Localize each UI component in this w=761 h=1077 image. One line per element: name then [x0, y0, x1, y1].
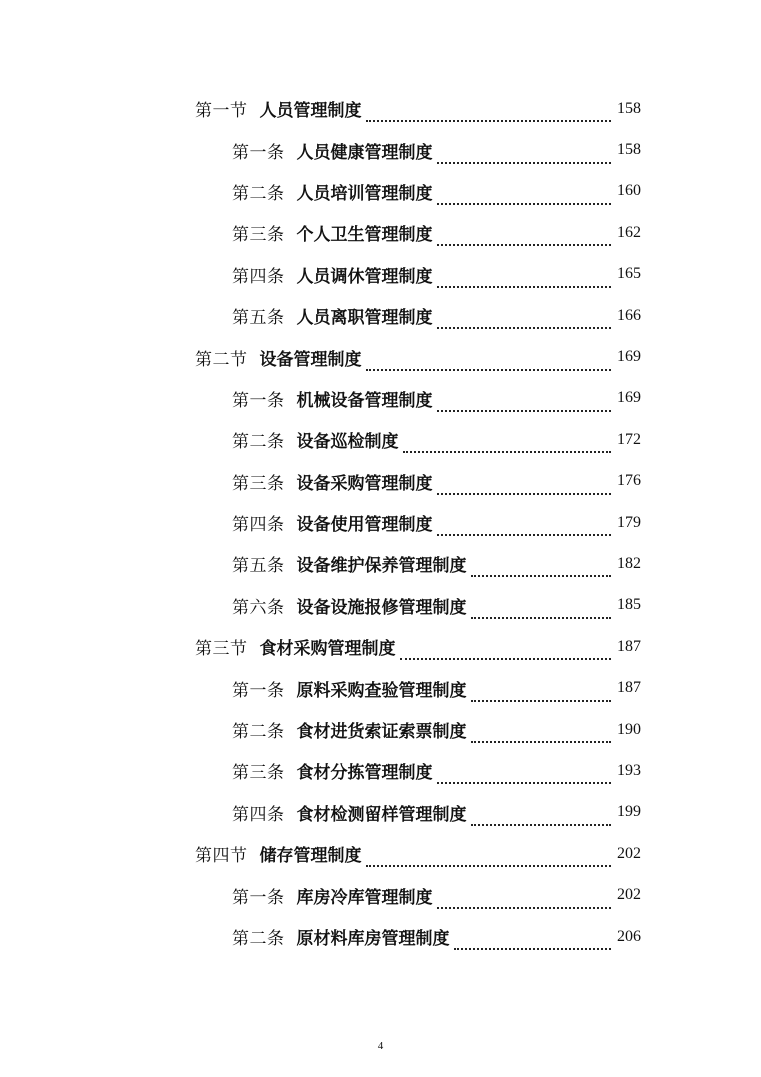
entry-page-number: 182 — [617, 554, 641, 572]
entry-title: 设备设施报修管理制度 — [296, 597, 467, 618]
toc-article-entry — [0, 667, 761, 708]
toc-article-entry — [0, 916, 761, 957]
entry-number: 第二条 — [232, 432, 285, 453]
dot-leader — [400, 641, 612, 660]
entry-number: 第二条 — [232, 183, 285, 204]
entry-number: 第一节 — [195, 101, 248, 122]
entry-number: 第三条 — [232, 473, 285, 494]
entry-title: 人员管理制度 — [259, 101, 362, 122]
entry-number: 第四条 — [232, 515, 285, 536]
toc-article-entry — [0, 212, 761, 253]
entry-page-number: 162 — [617, 223, 641, 241]
dot-leader — [366, 103, 612, 122]
entry-title: 设备巡检制度 — [296, 432, 399, 453]
dot-leader — [471, 724, 612, 743]
dot-leader — [366, 352, 612, 371]
toc-article-entry — [0, 254, 761, 295]
entry-title: 人员健康管理制度 — [296, 142, 433, 163]
entry-page-number: 176 — [617, 472, 641, 490]
entry-number: 第五条 — [232, 556, 285, 577]
entry-title: 原材料库房管理制度 — [296, 929, 450, 949]
dot-leader — [471, 807, 612, 826]
toc-article-entry — [0, 709, 761, 750]
entry-number: 第四条 — [232, 804, 285, 825]
dot-leader — [437, 145, 612, 164]
entry-page-number: 193 — [617, 761, 641, 779]
dot-leader — [437, 310, 612, 329]
entry-page-number: 160 — [617, 182, 641, 200]
toc-article-entry — [0, 461, 761, 502]
entry-page-number: 190 — [617, 720, 641, 738]
dot-leader — [403, 434, 612, 453]
page-number: 4 — [377, 1040, 384, 1052]
entry-title: 个人卫生管理制度 — [296, 225, 433, 246]
toc-article-entry — [0, 295, 761, 336]
entry-number: 第四条 — [232, 266, 285, 287]
toc-section-entry — [0, 88, 761, 129]
toc-section-entry — [0, 833, 761, 874]
toc-article-entry — [0, 378, 761, 419]
entry-number: 第一条 — [232, 390, 285, 411]
entry-title: 食材分拣管理制度 — [296, 763, 433, 784]
entry-number: 第三节 — [195, 639, 248, 660]
entry-title: 食材检测留样管理制度 — [296, 804, 467, 825]
dot-leader — [471, 683, 612, 702]
dot-leader — [437, 227, 612, 246]
dot-leader — [471, 558, 612, 577]
entry-title: 设备维护保养管理制度 — [296, 556, 467, 577]
entry-number: 第一条 — [232, 887, 285, 908]
dot-leader — [437, 765, 612, 784]
dot-leader — [366, 848, 612, 867]
dot-leader — [437, 269, 612, 288]
entry-title: 人员调休管理制度 — [296, 266, 433, 287]
entry-page-number: 179 — [617, 513, 641, 531]
entry-page-number: 169 — [617, 389, 641, 407]
entry-number: 第一条 — [232, 142, 285, 163]
entry-number: 第四节 — [195, 846, 248, 867]
dot-leader — [437, 517, 612, 536]
table-of-contents — [0, 88, 761, 957]
entry-page-number: 206 — [617, 927, 641, 945]
toc-section-entry — [0, 336, 761, 377]
entry-page-number: 169 — [617, 348, 641, 366]
dot-leader — [437, 476, 612, 495]
entry-page-number: 172 — [617, 430, 641, 448]
entry-title: 食材采购管理制度 — [259, 639, 396, 660]
dot-leader — [437, 393, 612, 412]
entry-page-number: 185 — [617, 596, 641, 614]
toc-article-entry — [0, 543, 761, 584]
toc-article-entry — [0, 129, 761, 170]
entry-title: 机械设备管理制度 — [296, 390, 433, 411]
entry-title: 库房冷库管理制度 — [296, 887, 433, 908]
toc-article-entry — [0, 792, 761, 833]
entry-number: 第三条 — [232, 763, 285, 784]
toc-article-entry — [0, 171, 761, 212]
entry-title: 人员离职管理制度 — [296, 308, 433, 329]
entry-page-number: 158 — [617, 99, 641, 117]
entry-number: 第三条 — [232, 225, 285, 246]
entry-number: 第一条 — [232, 680, 285, 701]
entry-page-number: 187 — [617, 637, 641, 655]
entry-title: 食材进货索证索票制度 — [296, 722, 467, 743]
entry-number: 第二节 — [195, 349, 248, 370]
entry-page-number: 165 — [617, 265, 641, 283]
toc-section-entry — [0, 626, 761, 667]
entry-page-number: 187 — [617, 679, 641, 697]
entry-page-number: 166 — [617, 306, 641, 324]
entry-title: 设备采购管理制度 — [296, 473, 433, 494]
entry-number: 第六条 — [232, 597, 285, 618]
entry-title: 原料采购查验管理制度 — [296, 680, 467, 701]
toc-article-entry — [0, 874, 761, 915]
toc-article-entry — [0, 419, 761, 460]
entry-title: 人员培训管理制度 — [296, 183, 433, 204]
entry-page-number: 202 — [617, 886, 641, 904]
toc-article-entry — [0, 585, 761, 626]
toc-article-entry — [0, 750, 761, 791]
dot-leader — [437, 890, 612, 909]
entry-page-number: 202 — [617, 844, 641, 862]
entry-number: 第五条 — [232, 308, 285, 329]
entry-title: 设备使用管理制度 — [296, 515, 433, 536]
entry-number: 第二条 — [232, 929, 285, 949]
entry-page-number: 158 — [617, 141, 641, 159]
dot-leader — [437, 186, 612, 205]
dot-leader — [454, 931, 612, 950]
dot-leader — [471, 600, 612, 619]
entry-title: 设备管理制度 — [259, 349, 362, 370]
entry-title: 储存管理制度 — [259, 846, 362, 867]
entry-number: 第二条 — [232, 722, 285, 743]
entry-page-number: 199 — [617, 803, 641, 821]
toc-article-entry — [0, 502, 761, 543]
